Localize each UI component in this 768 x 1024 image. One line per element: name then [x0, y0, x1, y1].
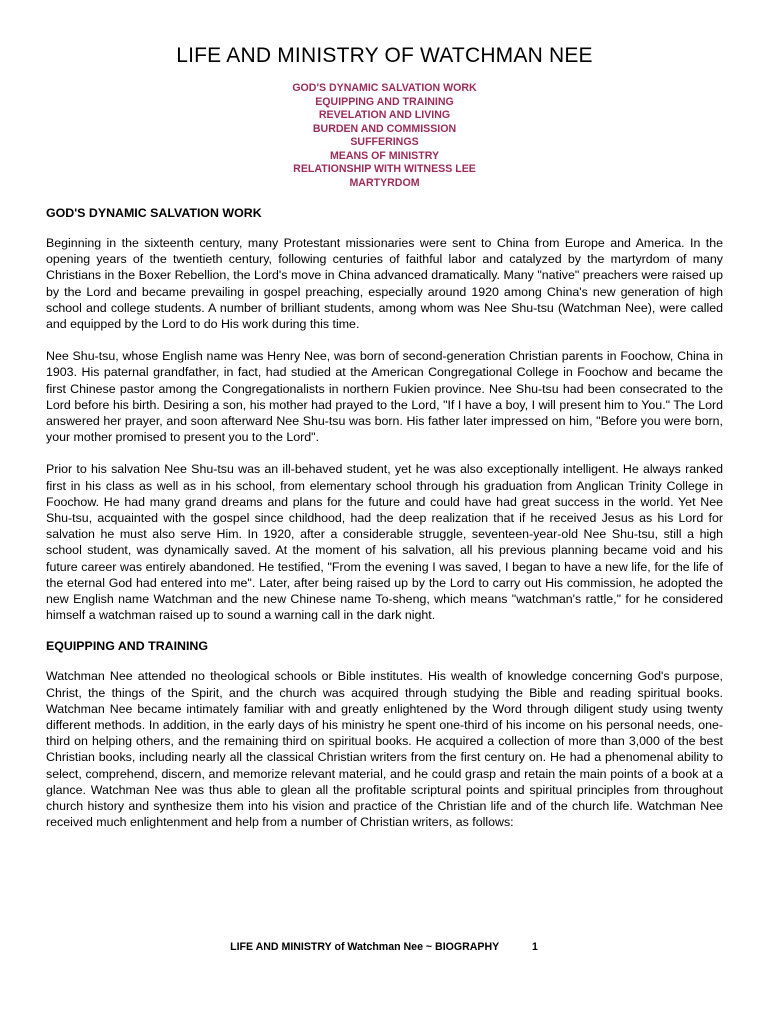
- toc-link-burden-commission[interactable]: BURDEN AND COMMISSION: [312, 122, 457, 135]
- section-heading: GOD'S DYNAMIC SALVATION WORK: [46, 206, 262, 220]
- toc-link-salvation-work[interactable]: GOD'S DYNAMIC SALVATION WORK: [292, 82, 477, 94]
- toc-link-revelation-living[interactable]: REVELATION AND LIVING: [318, 109, 451, 121]
- toc-link-means-of-ministry[interactable]: MEANS OF MINISTRY: [329, 149, 440, 162]
- paragraph: Nee Shu-tsu, whose English name was Henry Nee, was born of second-generation Christian parents in Foochow, China in 1903. His paternal grandfather, in fact, had studied at the American Congregational College in Foochow and became the first Chinese pastor among the Congregationalists in northern Fukien province. Nee Shu-tsu had been consecrated to the Lord before his birth. Desiring a son, his mother had prayed to the Lord, "If I have a boy, I will present him to You." The Lord answered her prayer, and soon afterward Nee Shu-tsu was born. His father later impressed on him, "Before you were born, your mother promised to present you to the Lord".: [46, 349, 723, 445]
- page-footer: [0, 941, 768, 953]
- toc-link-sufferings[interactable]: SUFFERINGS: [350, 136, 419, 148]
- paragraph: Watchman Nee attended no theological schools or Bible institutes. His wealth of knowledge concerning God's purpose, Christ, the things of the Spirit, and the church was acquired through studying the Bible and reading spiritual books. Watchman Nee became intimately familiar with and greatly enlightened by the Word through diligent study using twenty different methods. In addition, in the early days of his ministry he spent one-third of his income on his personal needs, one-third on helping others, and the remaining third on spiritual books. He acquired a collection of more than 3,000 of the best Christian books, including nearly all the classical Christian writers from the first century on. He had a phenomenal ability to select, comprehend, discern, and memorize relevant material, and he could grasp and retain the main points of a book at a glance. Watchman Nee was thus able to glean all the profitable scriptural points and spiritual principles from throughout church history and synthesize them into his vision and practice of the Christian life and of the church life. Watchman Nee received much enlightenment and help from a number of Christian writers, as follows:: [46, 669, 723, 830]
- section-salvation-work: [46, 206, 723, 623]
- footer-text: LIFE AND MINISTRY of Watchman Nee ~ BIOGRAPHY: [230, 941, 500, 953]
- page-number: 1: [531, 941, 538, 953]
- section-equipping-training: [46, 639, 723, 830]
- toc-link-martyrdom[interactable]: MARTYRDOM: [349, 176, 420, 189]
- table-of-contents: [46, 82, 723, 190]
- toc-link-equipping-training[interactable]: EQUIPPING AND TRAINING: [315, 95, 454, 108]
- document-page: [46, 44, 723, 847]
- document-title: LIFE AND MINISTRY OF WATCHMAN NEE: [176, 44, 593, 67]
- toc-link-relationship-witness-lee[interactable]: RELATIONSHIP WITH WITNESS LEE: [293, 163, 476, 175]
- paragraph: Prior to his salvation Nee Shu-tsu was an ill-behaved student, yet he was also exceptionally intelligent. He always ranked first in his class as well as in his school, from elementary school through his graduation from Anglican Trinity College in Foochow. He had many grand dreams and plans for the future and could have had great success in the world. Yet Nee Shu-tsu, acquainted with the gospel since childhood, had the deep realization that if he received Jesus as his Lord for salvation he must also serve Him. In 1920, after a considerable struggle, seventeen-year-old Nee Shu-tsu, still a high school student, was dynamically saved. At the moment of his salvation, all his previous planning became void and his future career was entirely abandoned. He testified, "From the evening I was saved, I began to have a new life, for the life of the eternal God had entered into me". Later, after being raised up by the Lord to carry out His commission, he adopted the new English name Watchman and the new Chinese name To-sheng, which means "watchman's rattle," for he considered himself a watchman raised up to sound a warning call in the dark night.: [46, 462, 723, 623]
- section-heading: EQUIPPING AND TRAINING: [46, 639, 209, 654]
- paragraph: Beginning in the sixteenth century, many Protestant missionaries were sent to China from Europe and America. In the opening years of the twentieth century, following centuries of faithful labor and catalyzed by the martyrdom of many Christians in the Boxer Rebellion, the Lord's move in China advanced dramatically. Many "native" preachers were raised up by the Lord and became prevailing in gospel preaching, especially around 1920 among China's new generation of high school and college students. A number of brilliant students, among whom was Nee Shu-tsu (Watchman Nee), were called and equipped by the Lord to do His work during this time.: [46, 236, 723, 332]
